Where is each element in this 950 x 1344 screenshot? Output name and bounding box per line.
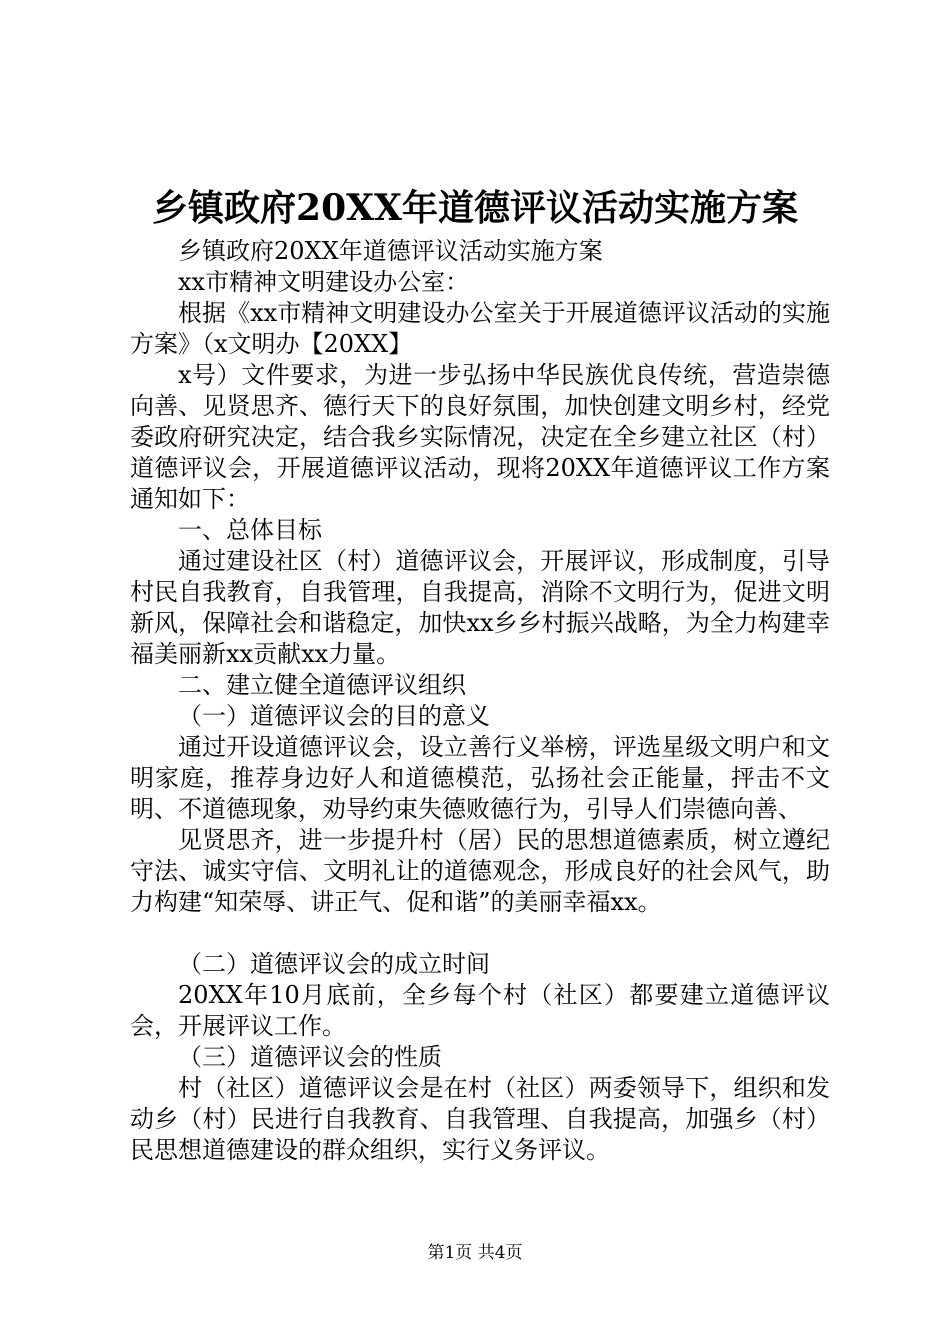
paragraph-purpose: 通过开设道德评议会，设立善行义举榜，评选星级文明户和文明家庭，推荐身边好人和道德模范，弘扬社会正能量，抨击不文明、不道德现象，劝导约束失德败德行为，引导人们崇德向善、 (130, 733, 830, 823)
page-number-footer: 第1页 共4页 (427, 1243, 523, 1263)
paragraph-requirements: x号）文件要求，为进一步弘扬中华民族优良传统，营造崇德向善、见贤思齐、德行天下的良好氛围，加快创建文明乡村，经党委政府研究决定，结合我乡实际情况，决定在全乡建立社区（村）道德评议会，开展道德评议活动，现将20XX年道德评议工作方案通知如下： (130, 361, 830, 513)
heading-organization: 二、建立健全道德评议组织 (178, 671, 466, 699)
subheading-purpose: （一）道德评议会的目的意义 (178, 702, 490, 730)
paragraph-spacer (130, 918, 830, 949)
paragraph-subtitle: 乡镇政府20XX年道德评议活动实施方案 (178, 237, 603, 265)
paragraph-establish-time: 20XX年10月底前，全乡每个村（社区）都要建立道德评议会，开展评议工作。 (130, 981, 830, 1040)
paragraph-nature: 村（社区）道德评议会是在村（社区）两委领导下，组织和发动乡（村）民进行自我教育、自我管理、自我提高，加强乡（村）民思想道德建设的群众组织，实行义务评议。 (130, 1074, 830, 1164)
heading-overall-goal: 一、总体目标 (178, 516, 322, 544)
document-title: 乡镇政府20XX年道德评议活动实施方案 (152, 187, 798, 229)
paragraph-addressee: xx市精神文明建设办公室： (178, 268, 470, 296)
paragraph-overall-goal: 通过建设社区（村）道德评议会，开展评议，形成制度，引导村民自我教育，自我管理，自我提高，消除不文明行为，促进文明新风，保障社会和谐稳定，加快xx乡乡村振兴战略，为全力构建幸福美丽新xx贡献xx力量。 (130, 547, 830, 668)
subheading-nature: （三）道德评议会的性质 (178, 1043, 442, 1071)
paragraph-basis: 根据《xx市精神文明建设办公室关于开展道德评议活动的实施方案》（x文明办【20XX】 (130, 299, 830, 358)
subheading-establish-time: （二）道德评议会的成立时间 (178, 950, 490, 978)
document-body (130, 236, 830, 1166)
paragraph-purpose-continued: 见贤思齐，进一步提升村（居）民的思想道德素质，树立遵纪守法、诚实守信、文明礼让的道德观念，形成良好的社会风气，助力构建“知荣辱、讲正气、促和谐”的美丽幸福xx。 (130, 826, 830, 916)
